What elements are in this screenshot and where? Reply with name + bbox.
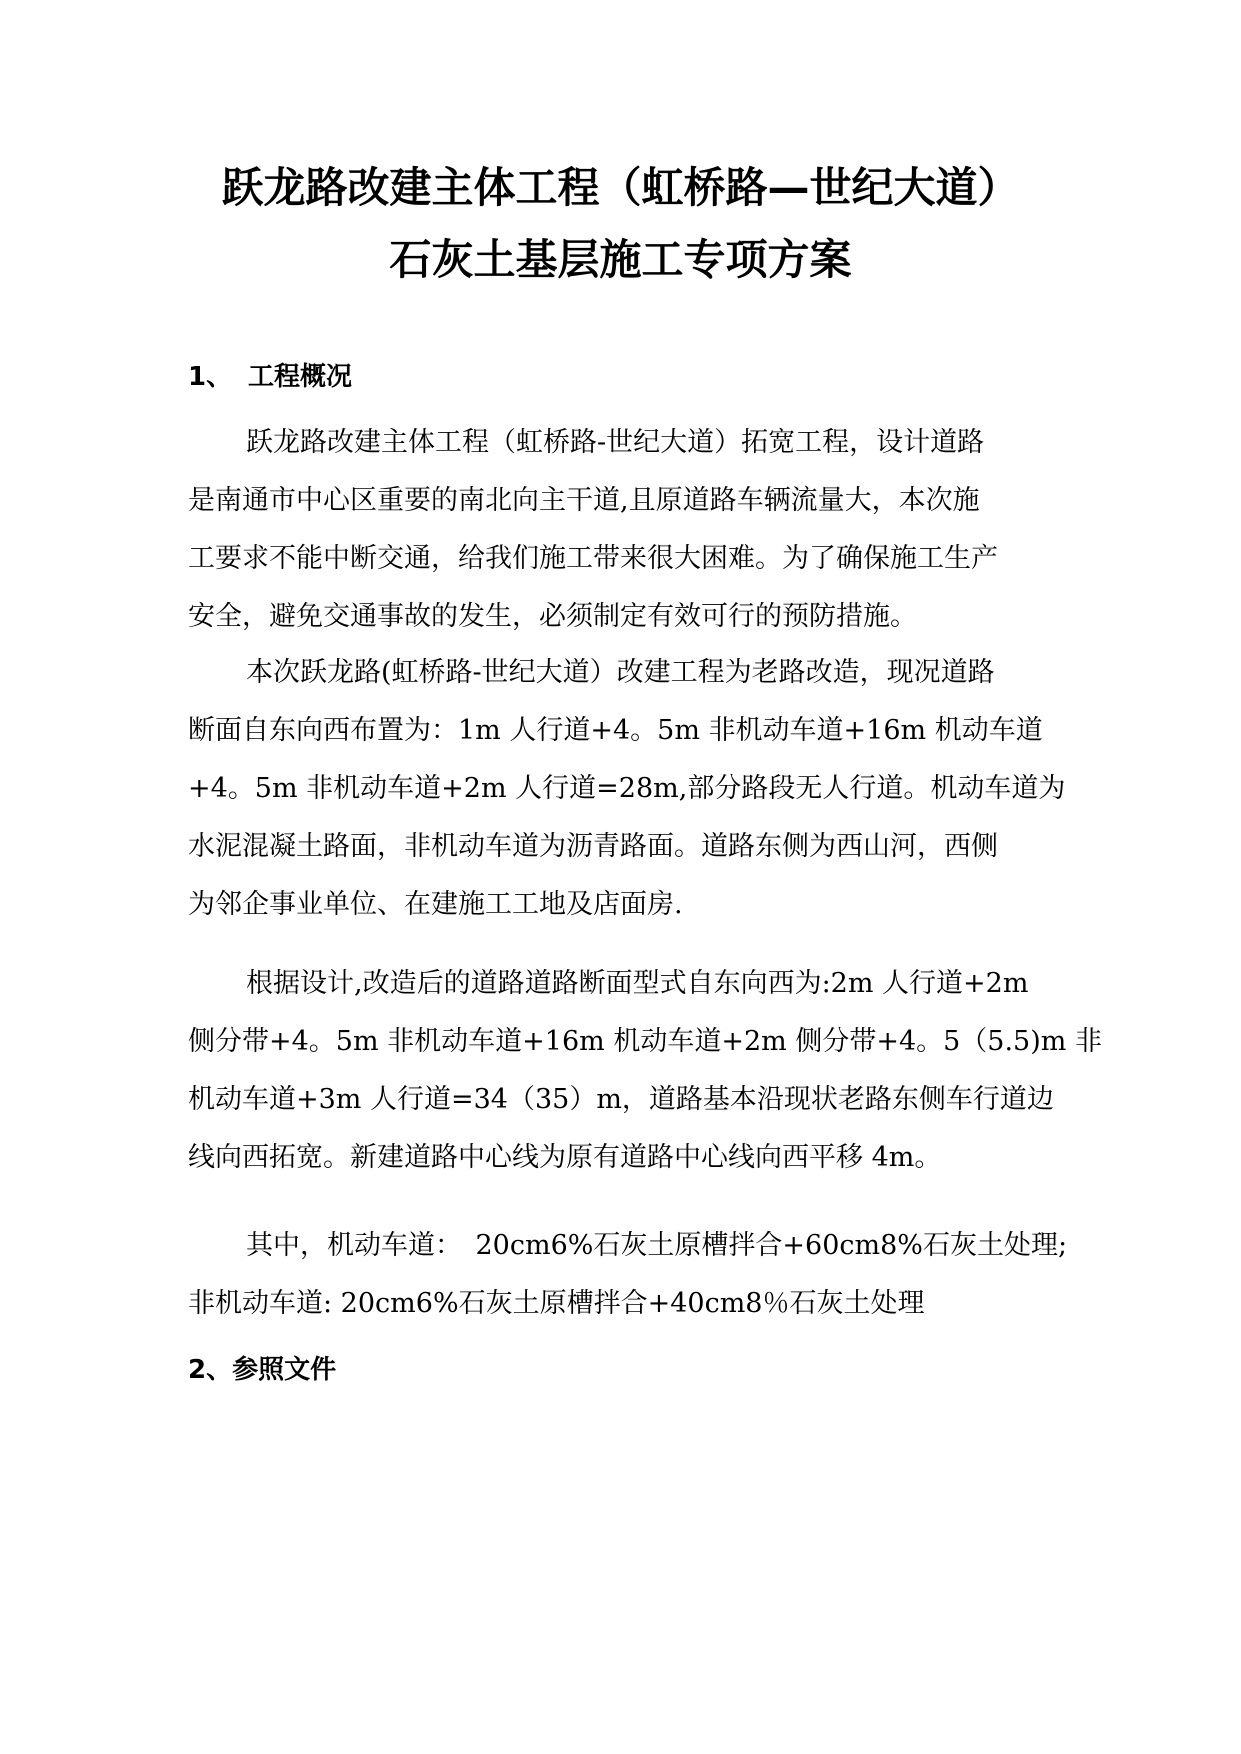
section-number: 2、 bbox=[188, 1355, 233, 1385]
title-line-1: 跃龙路改建主体工程（虹桥路—世纪大道） bbox=[221, 163, 1020, 212]
paragraph-line: +4。5m 非机动车道+2m 人行道=28m,部分路段无人行道。机动车道为 bbox=[188, 773, 1066, 804]
paragraph-line: 为邻企事业单位、在建施工工地及店面房. bbox=[188, 889, 683, 920]
paragraph-line: 安全，避免交通事故的发生，必须制定有效可行的预防措施。 bbox=[188, 601, 917, 632]
paragraph-line: 非机动车道: 20cm6%石灰土原槽拌合+40cm8％石灰土处理 bbox=[188, 1288, 925, 1319]
paragraph-line: 线向西拓宽。新建道路中心线为原有道路中心线向西平移 4m。 bbox=[188, 1142, 942, 1173]
paragraph-line: 是南通市中心区重要的南北向主干道,且原道路车辆流量大，本次施 bbox=[188, 485, 980, 516]
paragraph-line: 水泥混凝土路面，非机动车道为沥青路面。道路东侧为西山河，西侧 bbox=[188, 831, 998, 862]
section-title: 参照文件 bbox=[232, 1355, 337, 1385]
paragraph-line: 机动车道+3m 人行道=34（35）m，道路基本沿现状老路东侧车行道边 bbox=[188, 1084, 1054, 1115]
title-line-2: 石灰土基层施工专项方案 bbox=[389, 235, 852, 284]
paragraph-line: 其中，机动车道： 20cm6%石灰土原槽拌合+60cm8%石灰土处理; bbox=[246, 1230, 1068, 1261]
paragraph-3 bbox=[188, 955, 1102, 1187]
paragraph-4 bbox=[188, 1217, 1068, 1333]
paragraph-line: 跃龙路改建主体工程（虹桥路-世纪大道）拓宽工程，设计道路 bbox=[246, 427, 985, 458]
document-title bbox=[0, 152, 1241, 296]
section-heading-1 bbox=[188, 360, 352, 394]
paragraph-line: 本次跃龙路(虹桥路-世纪大道）改建工程为老路改造，现况道路 bbox=[246, 657, 995, 688]
paragraph-1 bbox=[188, 414, 1054, 646]
paragraph-line: 工要求不能中断交通，给我们施工带来很大困难。为了确保施工生产 bbox=[188, 543, 998, 574]
section-number: 1、 bbox=[188, 362, 233, 392]
paragraph-line: 根据设计,改造后的道路道路断面型式自东向西为:2m 人行道+2m bbox=[246, 968, 1029, 999]
section-heading-2 bbox=[188, 1353, 336, 1387]
section-title: 工程概况 bbox=[248, 362, 353, 392]
paragraph-line: 侧分带+4。5m 非机动车道+16m 机动车道+2m 侧分带+4。5（5.5)m 非 bbox=[188, 1026, 1102, 1057]
paragraph-line: 断面自东向西布置为：1m 人行道+4。5m 非机动车道+16m 机动车道 bbox=[188, 715, 1043, 746]
paragraph-2 bbox=[188, 644, 1066, 934]
